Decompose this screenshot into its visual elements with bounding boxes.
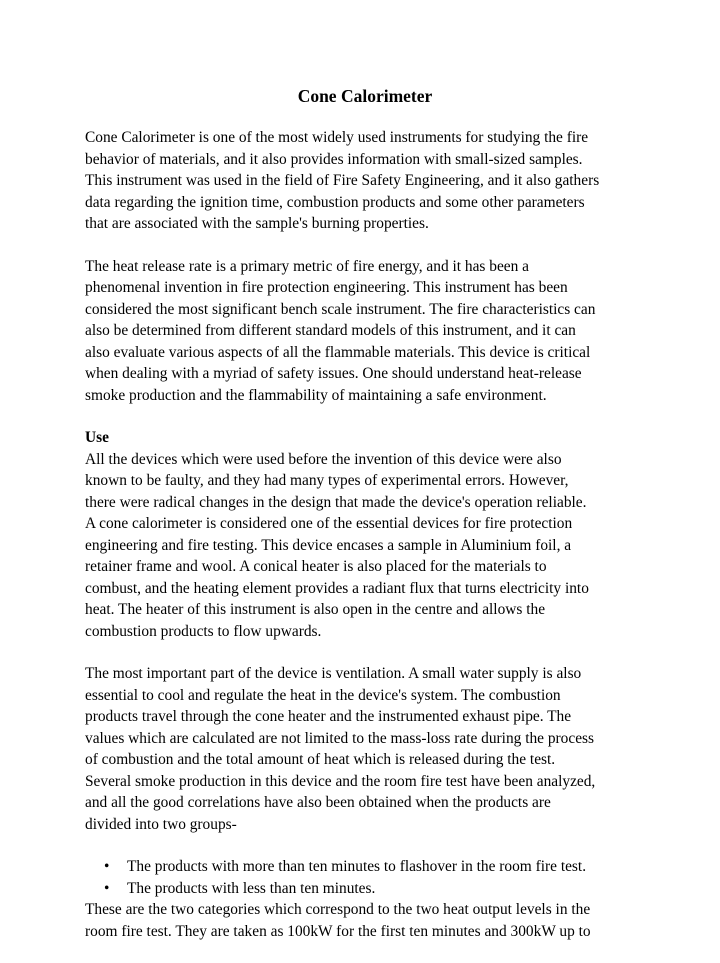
list-item-text: The products with less than ten minutes. — [127, 879, 376, 897]
document-title: Cone Calorimeter — [297, 86, 433, 106]
text-line: These are the two categories which correspond to the two heat output levels in the — [85, 901, 591, 918]
bullet-list — [85, 856, 645, 899]
text-line: All the devices which were used before the invention of this device were also — [85, 450, 562, 468]
text-line: engineering and fire testing. This device encases a sample in Aluminium foil, a — [85, 536, 572, 554]
text-line: retainer frame and wool. A conical heater is also placed for the materials to — [85, 558, 547, 575]
text-line: smoke production and the flammability of maintaining a safe environment. — [85, 386, 547, 404]
text-line: heat. The heater of this instrument is also open in the centre and allows the — [85, 601, 546, 618]
text-line: Several smoke production in this device and the room fire test have been analyzed, — [85, 772, 596, 790]
paragraph-categories — [85, 899, 645, 942]
bullet-icon: • — [104, 858, 110, 875]
text-line: behavior of materials, and it also provides information with small-sized samples. — [85, 150, 583, 168]
text-line: The heat release rate is a primary metric of fire energy, and it has been a — [85, 257, 529, 275]
text-line: combust, and the heating element provides a radiant flux that turns electricity into — [85, 579, 589, 597]
text-line: when dealing with a myriad of safety issues. One should understand heat-release — [85, 365, 582, 382]
list-item-text: The products with more than ten minutes to flashover in the room fire test. — [127, 858, 587, 875]
text-line: products travel through the cone heater and the instrumented exhaust pipe. The — [85, 708, 572, 725]
text-line: values which are calculated are not limited to the mass-loss rate during the process — [85, 729, 595, 747]
text-line: room fire test. They are taken as 100kW for the first ten minutes and 300kW up to — [85, 922, 591, 940]
text-line: also be determined from different standard models of this instrument, and it can — [85, 322, 576, 339]
text-line: there were radical changes in the design that made the device's operation reliable. — [85, 493, 587, 511]
list-item — [85, 878, 645, 900]
text-line: known to be faulty, and they had many types of experimental errors. However, — [85, 472, 569, 489]
text-line: phenomenal invention in fire protection engineering. This instrument has been — [85, 279, 568, 296]
text-line: of combustion and the total amount of heat which is released during the test. — [85, 751, 556, 768]
text-line: Cone Calorimeter is one of the most widely used instruments for studying the fire — [85, 129, 589, 146]
paragraph-ventilation — [85, 663, 645, 835]
text-line: divided into two groups- — [85, 815, 237, 833]
text-line: The most important part of the device is ventilation. A small water supply is also — [85, 665, 582, 682]
text-line: combustion products to flow upwards. — [85, 622, 322, 640]
section-heading-use: Use — [85, 429, 109, 446]
document-page — [85, 85, 645, 963]
text-line: A cone calorimeter is considered one of the essential devices for fire protection — [85, 515, 573, 532]
text-line: considered the most significant bench scale instrument. The fire characteristics can — [85, 300, 596, 318]
paragraph-intro — [85, 127, 645, 235]
text-line: and all the good correlations have also been obtained when the products are — [85, 794, 551, 811]
paragraph-heat-release — [85, 256, 645, 407]
text-line: essential to cool and regulate the heat in the device's system. The combustion — [85, 686, 561, 704]
text-line: This instrument was used in the field of Fire Safety Engineering, and it also gathers — [85, 172, 600, 189]
list-item — [85, 856, 645, 878]
paragraph-use — [85, 427, 645, 642]
bullet-icon: • — [104, 879, 110, 897]
text-line: that are associated with the sample's burning properties. — [85, 215, 429, 232]
text-line: also evaluate various aspects of all the flammable materials. This device is critical — [85, 343, 591, 361]
text-line: data regarding the ignition time, combustion products and some other parameters — [85, 193, 585, 211]
